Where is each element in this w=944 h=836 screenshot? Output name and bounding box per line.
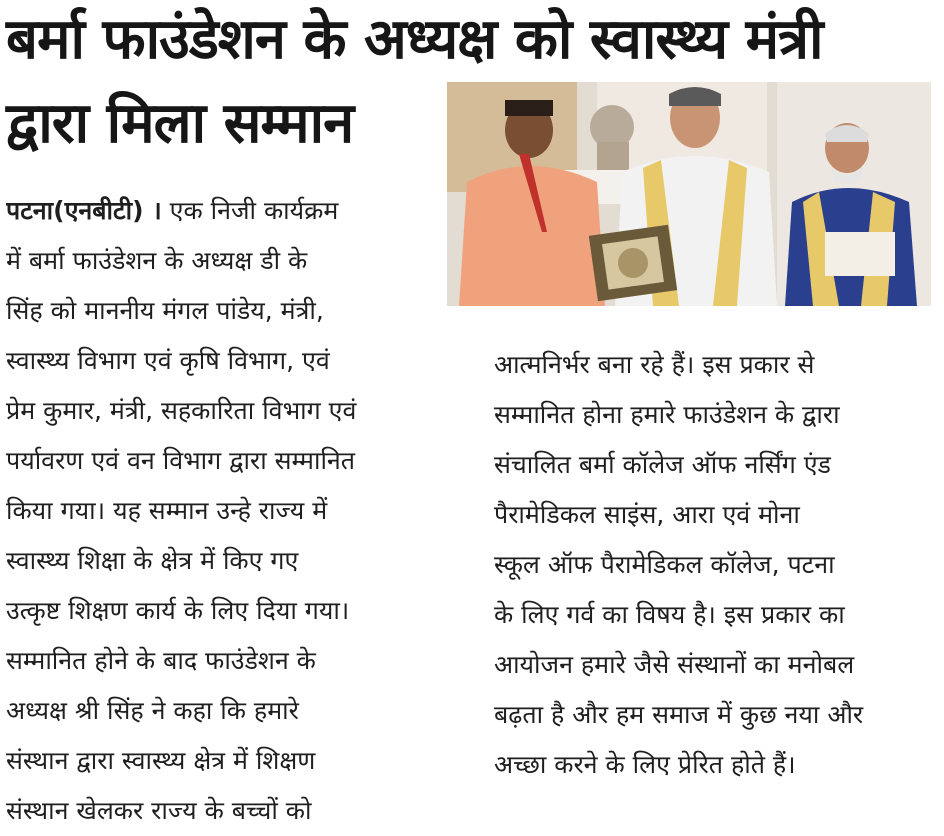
column2-line: पैरामेडिकल साइंस, आरा एवं मोना (494, 500, 800, 529)
column2-line: आयोजन हमारे जैसे संस्थानों का मनोबल (494, 650, 855, 679)
column2-line: बढ़ता है और हम समाज में कुछ नया और (494, 700, 864, 729)
column1-line: अध्यक्ष श्री सिंह ने कहा कि हमारे (6, 696, 299, 725)
award-ceremony-illustration (447, 82, 931, 306)
column2-line: स्कूल ऑफ पैरामेडिकल कॉलेज, पटना (494, 550, 835, 579)
column1-line: प्रेम कुमार, मंत्री, सहकारिता विभाग एवं (6, 396, 357, 425)
headline-line-1: बर्मा फाउंडेशन के अध्यक्ष को स्वास्थ्य मंत्री (6, 7, 823, 72)
column2-line: के लिए गर्व का विषय है। इस प्रकार का (494, 600, 845, 629)
column1-line-1: पटना(एनबीटी) । एक निजी कार्यक्रम (6, 196, 339, 225)
column1-line: संस्थान खेलकर राज्य के बच्चों को (6, 796, 312, 825)
article-column-2 (494, 340, 934, 790)
column1-line: संस्थान द्वारा स्वास्थ्य क्षेत्र में शिक्षण (6, 746, 316, 775)
column1-line: पर्यावरण एवं वन विभाग द्वारा सम्मानित (6, 446, 356, 475)
column1-line: में बर्मा फाउंडेशन के अध्यक्ष डी के (6, 246, 308, 275)
column1-line: सम्मानित होने के बाद फाउंडेशन के (6, 646, 316, 675)
column1-line: सिंह को माननीय मंगल पांडेय, मंत्री, (6, 296, 324, 325)
column2-line: सम्मानित होना हमारे फाउंडेशन के द्वारा (494, 400, 840, 429)
dateline: पटना(एनबीटी) । (6, 196, 162, 225)
article-column-1 (6, 186, 446, 836)
column1-line: उत्कृष्ट शिक्षण कार्य के लिए दिया गया। (6, 596, 350, 625)
column2-line: आत्मनिर्भर बना रहे हैं। इस प्रकार से (494, 350, 815, 379)
column2-line: संचालित बर्मा कॉलेज ऑफ नर्सिंग एंड (494, 450, 831, 479)
column1-line: स्वास्थ्य विभाग एवं कृषि विभाग, एवं (6, 346, 330, 375)
column1-line: स्वास्थ्य शिक्षा के क्षेत्र में किए गए (6, 546, 299, 575)
column1-line: किया गया। यह सम्मान उन्हे राज्य में (6, 496, 328, 525)
headline-line-2: द्वारा मिला सम्मान (6, 91, 354, 156)
column2-line: अच्छा करने के लिए प्रेरित होते हैं। (494, 750, 796, 779)
news-photo (447, 82, 931, 306)
